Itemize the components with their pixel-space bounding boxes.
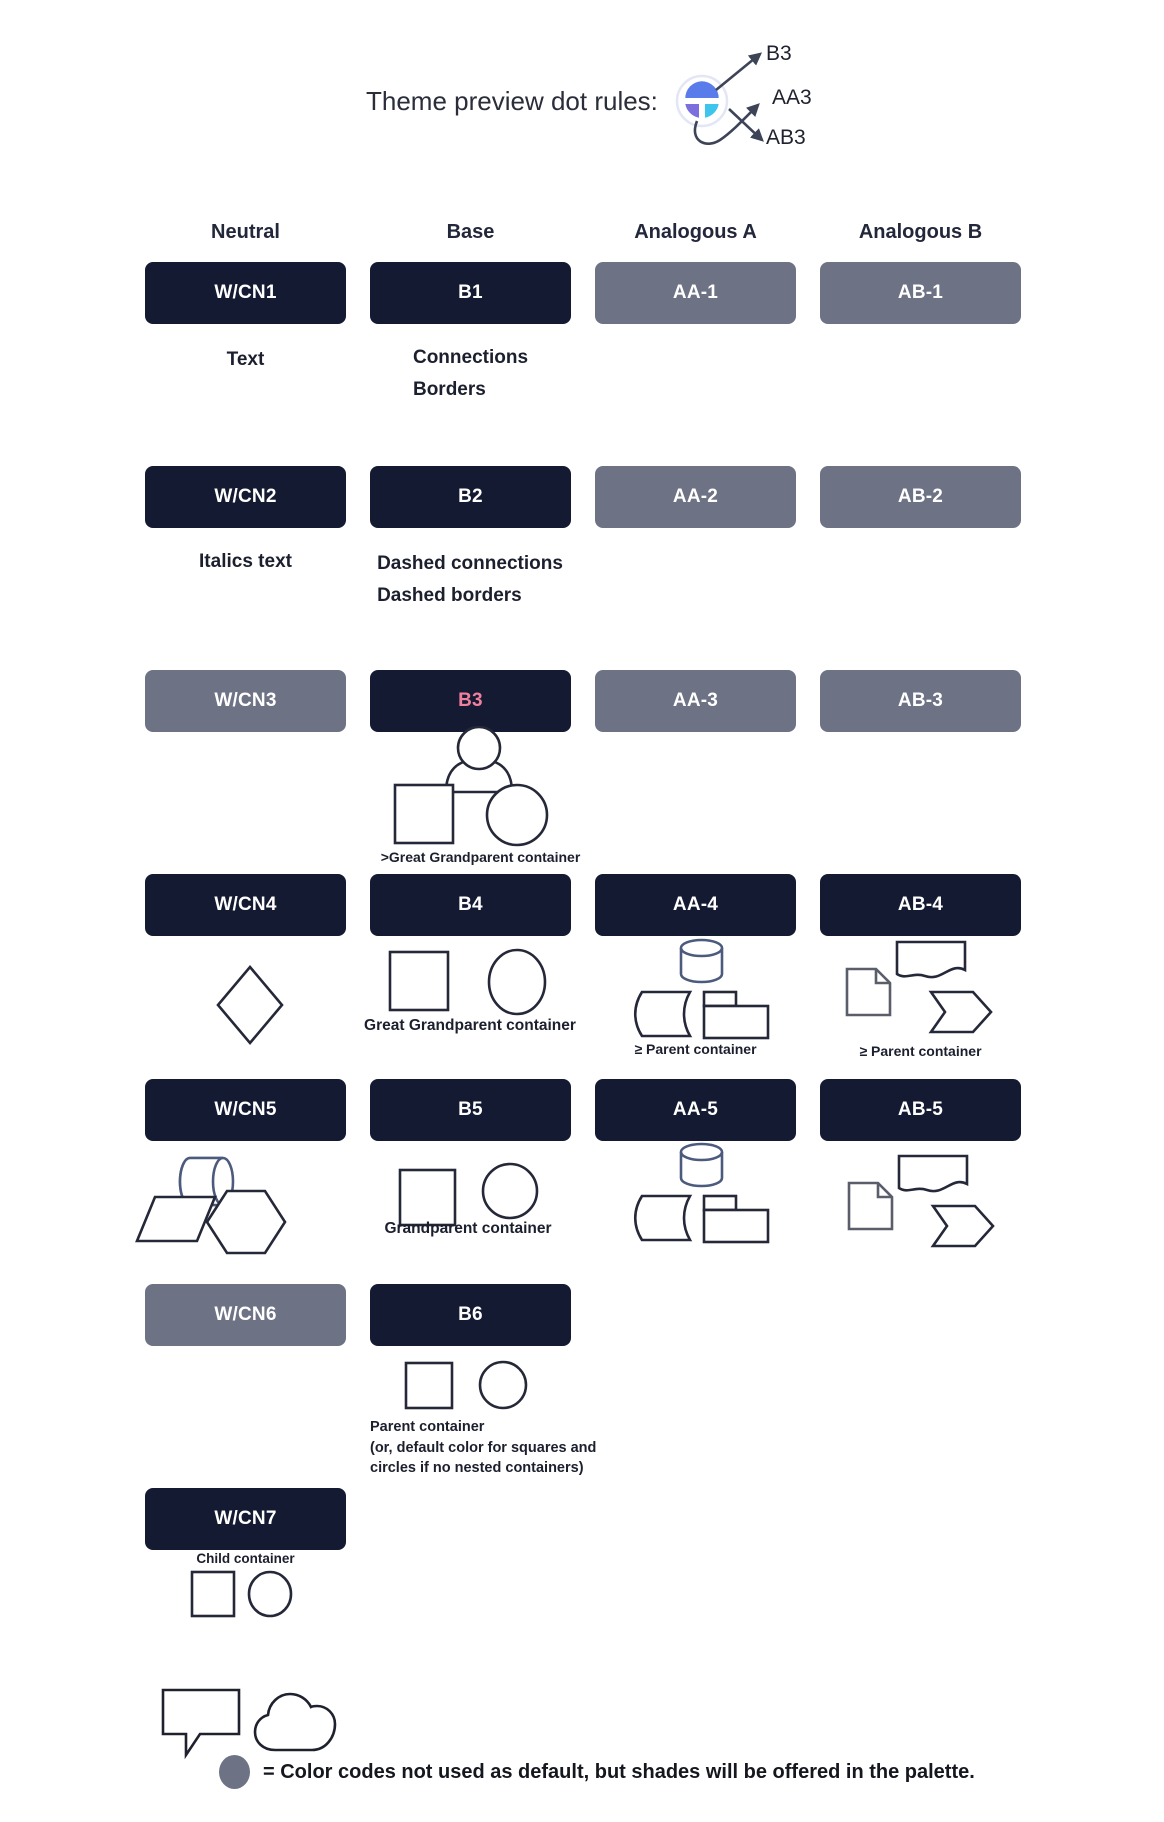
caption-aa4: ≥ Parent container [634,1041,757,1057]
speech-bubble-icon [163,1690,239,1755]
swatch-ab1: AB-1 [820,262,1021,324]
person-head-icon [458,727,500,769]
dot-label-b3: B3 [766,42,792,65]
swatch-wcn5: W/CN5 [145,1079,346,1141]
swatch-b2: B2 [370,466,571,528]
swatch-b3: B3 [370,670,571,732]
caption-wcn2: Italics text [199,551,292,572]
column-header-analogous-b: Analogous B [858,221,983,243]
column-header-base: Base [446,221,495,243]
circle-icon [480,1362,526,1408]
b6-shape-group [404,1356,534,1412]
stored-data-icon [635,992,690,1036]
dot-label-ab3: AB3 [766,126,806,149]
parallelogram-icon [137,1197,215,1241]
swatch-ab5: AB-5 [820,1079,1021,1141]
aa5-shape-group [630,1142,775,1244]
swatch-ab2: AB-2 [820,466,1021,528]
square-icon [390,952,448,1010]
caption-b6-line3: circles if no nested containers) [370,1460,584,1476]
cloud-icon [255,1694,335,1750]
swatch-b4: B4 [370,874,571,936]
swatch-b5: B5 [370,1079,571,1141]
wcn7-shape-group [190,1568,300,1620]
swatch-ab3: AB-3 [820,670,1021,732]
diamond-icon [218,967,282,1043]
swatch-wcn1: W/CN1 [145,262,346,324]
caption-wcn7: Child container [196,1551,295,1566]
ab5-shape-group [832,1150,1007,1250]
folder-body-icon [704,1210,768,1242]
folder-tab-icon [704,992,736,1006]
column-header-neutral: Neutral [211,221,280,243]
folder-tab-icon [704,1196,736,1210]
swatch-wcn6: W/CN6 [145,1284,346,1346]
caption-b4: Great Grandparent container [364,1017,576,1034]
legend-dot-icon [219,1755,250,1789]
caption-b3: >Great Grandparent container [380,849,581,865]
swatch-aa5: AA-5 [595,1079,796,1141]
caption-wcn1: Text [226,349,265,370]
swatch-b6: B6 [370,1284,571,1346]
wcn4-shape-group [215,964,285,1046]
b4-shape-group [388,946,552,1018]
square-icon [192,1572,234,1616]
caption-b6-line2: (or, default color for squares and [370,1439,597,1456]
column-header-analogous-a: Analogous A [634,221,757,243]
legend-text: = Color codes not used as default, but shades will be offered in the palette. [263,1761,975,1783]
caption-ab4: ≥ Parent container [859,1043,982,1059]
cylinder-top-icon [681,1144,722,1160]
stored-data-icon [635,1196,690,1240]
swatch-aa2: AA-2 [595,466,796,528]
swatch-aa1: AA-1 [595,262,796,324]
swatch-aa3: AA-3 [595,670,796,732]
circle-icon [489,950,545,1014]
caption-b1-line2: Borders [412,379,486,400]
arrow-to-b3-icon [716,54,760,90]
swatch-wcn3: W/CN3 [145,670,346,732]
caption-b1 [370,342,571,406]
square-icon [395,785,453,843]
circle-icon [483,1164,537,1218]
square-icon [406,1363,452,1408]
document-folded-corner-icon [849,1183,892,1229]
caption-b2-line1: Dashed connections [377,553,563,574]
caption-b5: Grandparent container [384,1220,552,1237]
caption-b2 [360,548,580,612]
caption-b1-line1: Connections [412,347,529,368]
chevron-banner-icon [931,992,991,1032]
square-icon [400,1170,455,1225]
folder-body-icon [704,1006,768,1038]
chevron-banner-icon [933,1206,993,1246]
b3-shape-group [388,726,553,848]
caption-b6 [370,1417,600,1479]
swatch-wcn2: W/CN2 [145,466,346,528]
circle-icon [249,1572,291,1616]
wavy-bottom-document-icon [899,1156,967,1191]
b5-shape-group [398,1148,562,1228]
swatch-wcn4: W/CN4 [145,874,346,936]
dot-label-aa3: AA3 [772,86,812,109]
caption-b6-line1: Parent container [370,1419,485,1435]
wcn5-shape-group [135,1148,290,1258]
swatch-wcn7: W/CN7 [145,1488,346,1550]
wavy-bottom-document-icon [897,942,965,977]
swatch-aa4: AA-4 [595,874,796,936]
caption-b2-line2: Dashed borders [377,585,522,606]
circle-icon [487,785,547,845]
document-folded-corner-icon [847,969,890,1015]
page-title: Theme preview dot rules: [366,86,658,116]
swatch-ab4: AB-4 [820,874,1021,936]
swatch-b1: B1 [370,262,571,324]
cylinder-top-icon [681,940,722,956]
ab4-shape-group [830,936,1005,1036]
wcn7-bubble-cloud-group [160,1686,340,1760]
aa4-shape-group [630,938,775,1040]
arrow-to-ab3-icon [729,109,762,140]
